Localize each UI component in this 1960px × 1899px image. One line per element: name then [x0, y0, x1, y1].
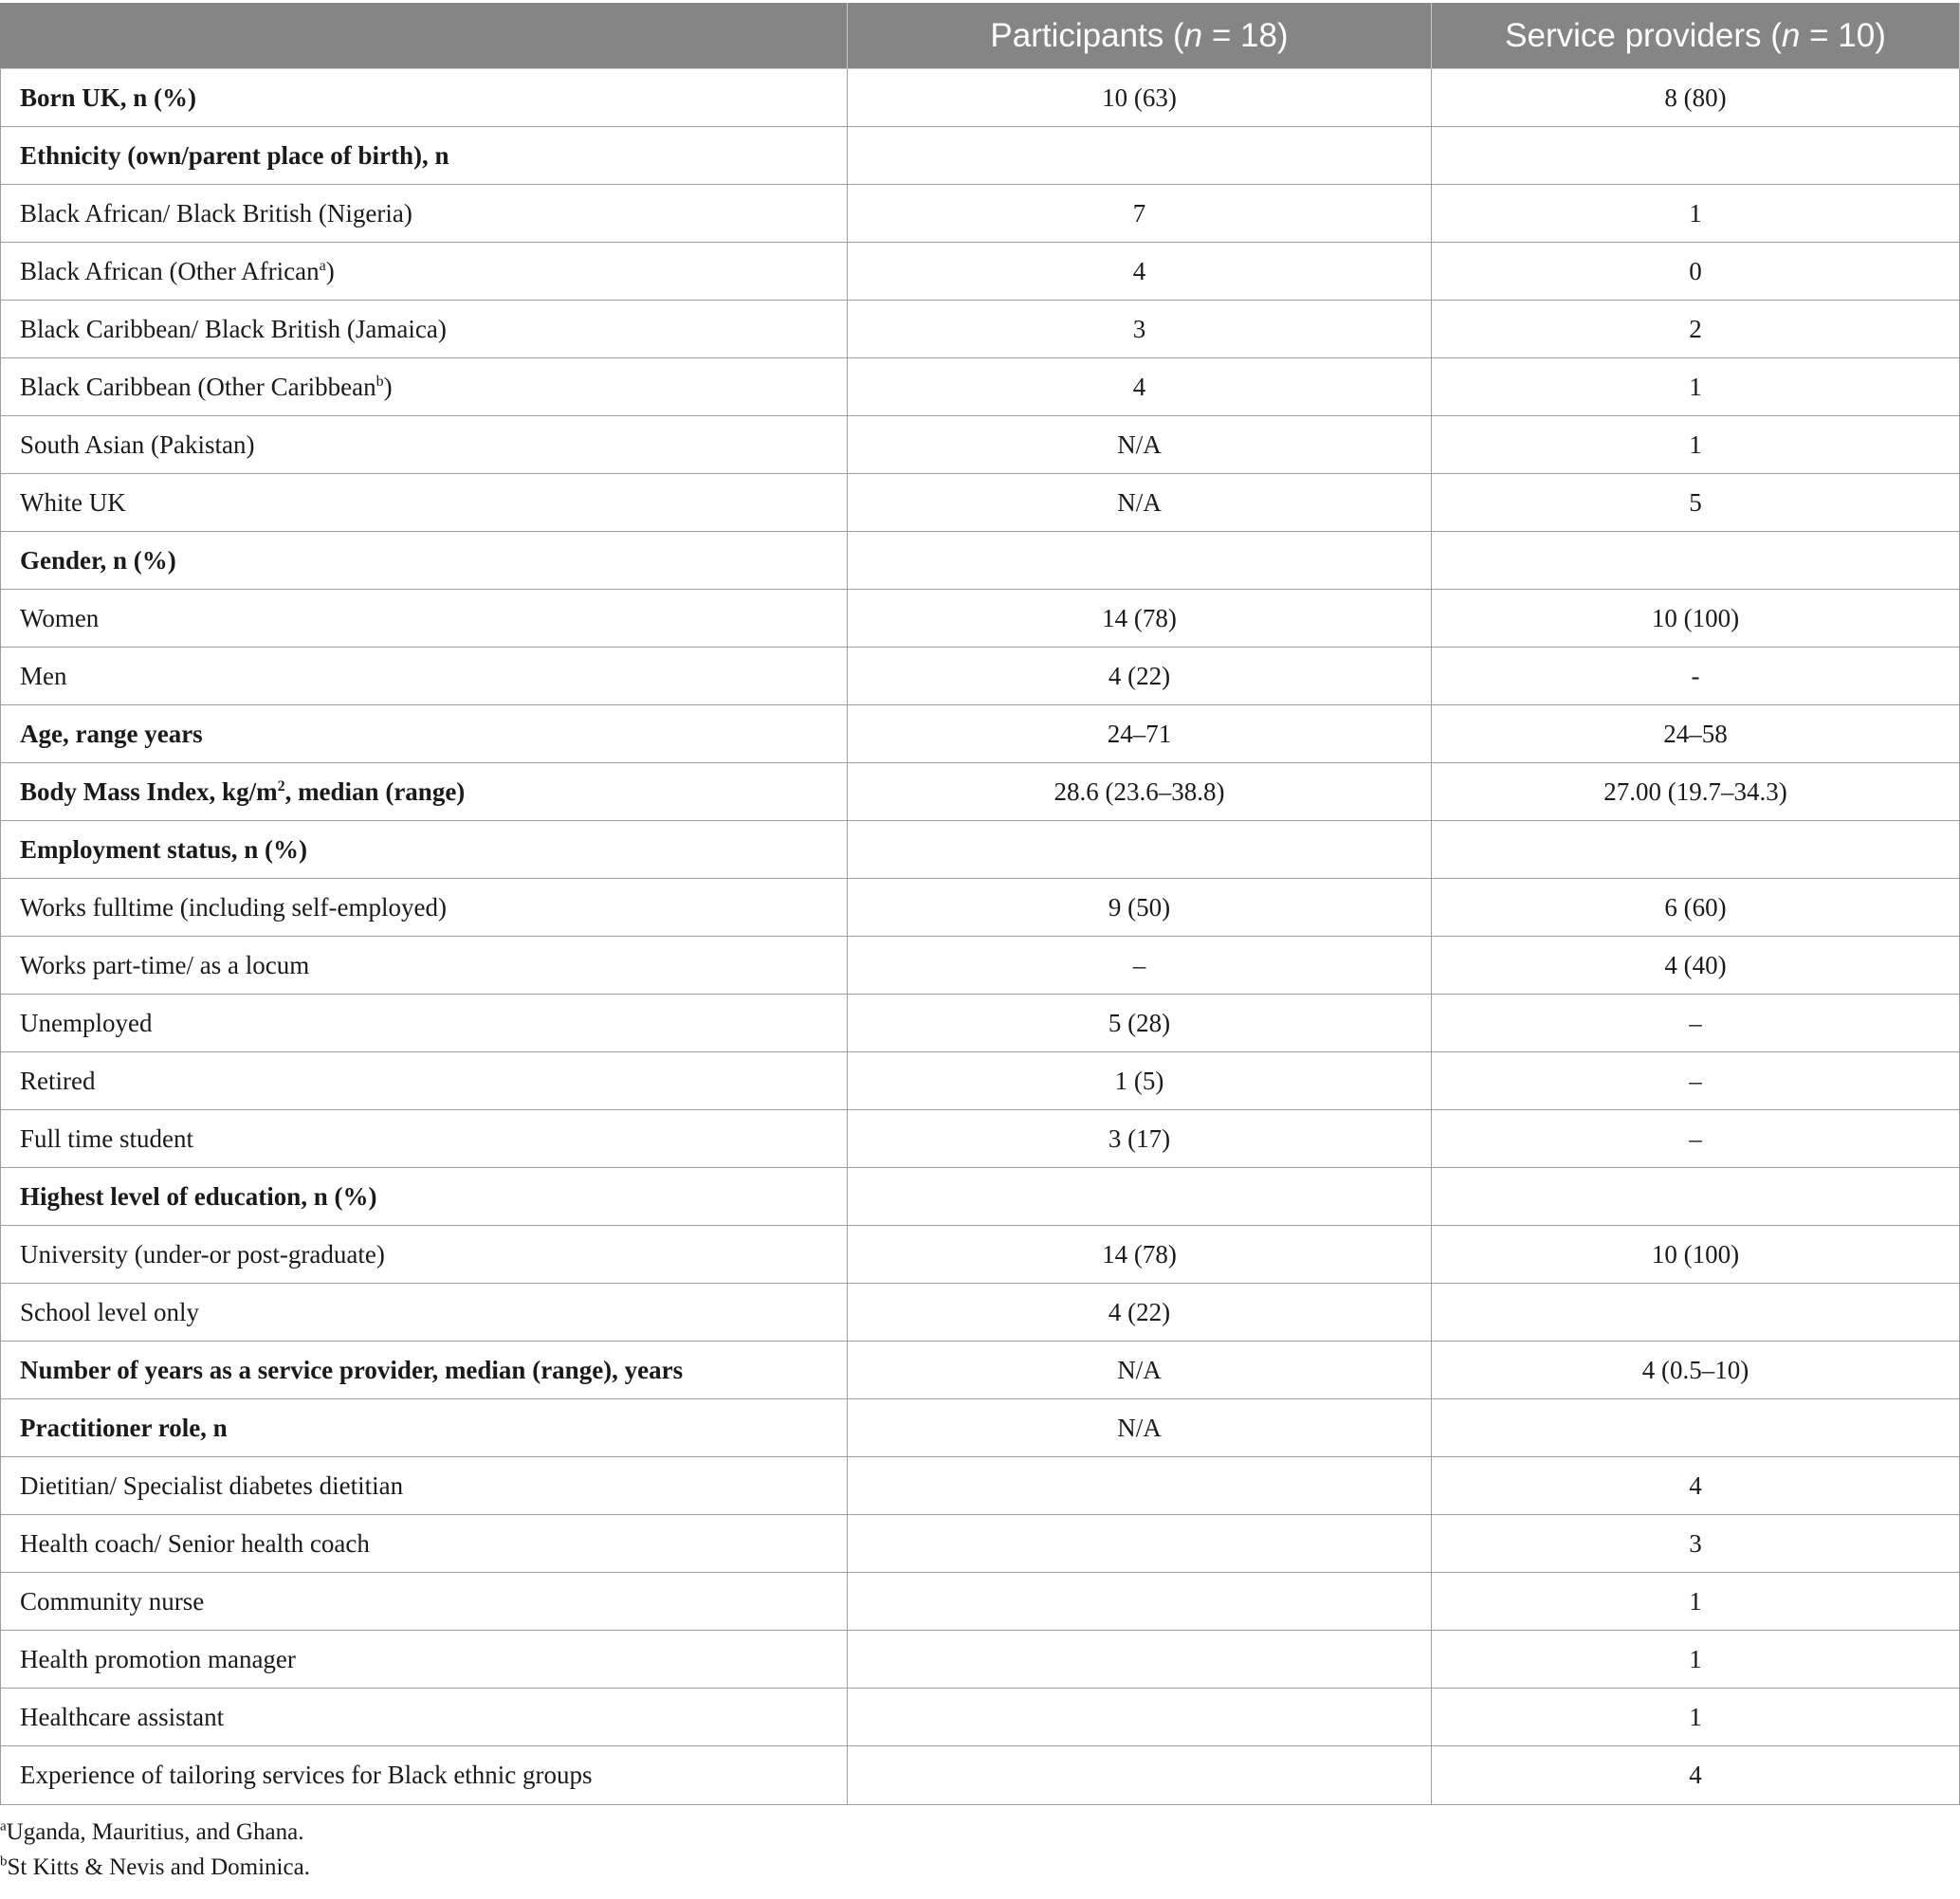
service-providers-value: 10 (100) [1432, 590, 1960, 648]
service-providers-value [1432, 821, 1960, 879]
service-providers-value [1432, 532, 1960, 590]
row-label-cell [1, 937, 848, 995]
row-label-cell [1, 763, 848, 821]
table-header [1, 4, 1960, 69]
row-label: Highest level of education, n (%) [20, 1181, 377, 1211]
service-providers-value: 1 [1432, 1573, 1960, 1631]
row-label: South Asian (Pakistan) [20, 429, 255, 459]
row-label: Experience of tailoring services for Black ethnic groups [20, 1761, 593, 1789]
row-label-cell [1, 416, 848, 474]
service-providers-value: 5 [1432, 474, 1960, 532]
header-participants-prefix: Participants ( [990, 17, 1184, 54]
service-providers-value: 1 [1432, 1631, 1960, 1689]
header-participants-n: n [1183, 17, 1203, 54]
service-providers-value: 27.00 (19.7–34.3) [1432, 763, 1960, 821]
participants-value: 5 (28) [848, 995, 1432, 1052]
row-label: Unemployed [20, 1008, 153, 1037]
table-row [1, 358, 1960, 416]
participants-value: N/A [848, 416, 1432, 474]
row-label-suffix: ) [383, 372, 393, 401]
participants-value [848, 1573, 1432, 1631]
participants-value: 7 [848, 185, 1432, 243]
table-row [1, 1399, 1960, 1457]
participants-value [848, 1515, 1432, 1573]
participants-value [848, 1746, 1432, 1805]
header-service-providers [1432, 4, 1960, 69]
service-providers-value: – [1432, 1110, 1960, 1168]
service-providers-value: – [1432, 1052, 1960, 1110]
demographics-table [0, 3, 1960, 1805]
row-label: Healthcare assistant [20, 1702, 225, 1731]
row-label: Black African/ Black British (Nigeria) [20, 198, 412, 228]
service-providers-value: 4 (40) [1432, 937, 1960, 995]
row-label-cell [1, 1631, 848, 1689]
table-row [1, 1746, 1960, 1805]
row-label-cell [1, 1168, 848, 1226]
row-label-suffix: ) [325, 256, 335, 285]
table-body [1, 69, 1960, 1805]
participants-value: 4 (22) [848, 648, 1432, 705]
row-label-cell [1, 1399, 848, 1457]
participants-value: 28.6 (23.6–38.8) [848, 763, 1432, 821]
service-providers-value: 2 [1432, 301, 1960, 358]
participants-value [848, 532, 1432, 590]
service-providers-value: 4 [1432, 1457, 1960, 1515]
row-label-cell [1, 1515, 848, 1573]
participants-value: 14 (78) [848, 1226, 1432, 1284]
table-row [1, 532, 1960, 590]
service-providers-value [1432, 1399, 1960, 1457]
row-label: Works fulltime (including self-employed) [20, 892, 447, 922]
row-label-cell [1, 1689, 848, 1746]
service-providers-value: 3 [1432, 1515, 1960, 1573]
row-label-cell [1, 243, 848, 301]
service-providers-value: 1 [1432, 185, 1960, 243]
header-providers-suffix: = 10) [1800, 17, 1886, 54]
table-row [1, 474, 1960, 532]
table-row [1, 69, 1960, 127]
table-row [1, 301, 1960, 358]
row-label-cell [1, 1746, 848, 1805]
participants-value: – [848, 937, 1432, 995]
service-providers-value: - [1432, 648, 1960, 705]
service-providers-value: 8 (80) [1432, 69, 1960, 127]
row-label-cell [1, 705, 848, 763]
service-providers-value: 6 (60) [1432, 879, 1960, 937]
row-label: Men [20, 661, 67, 690]
participants-value: 4 (22) [848, 1284, 1432, 1342]
participants-value: 3 (17) [848, 1110, 1432, 1168]
table-row [1, 243, 1960, 301]
row-label: Black Caribbean/ Black British (Jamaica) [20, 314, 447, 343]
participants-value: 1 (5) [848, 1052, 1432, 1110]
participants-value: 4 [848, 358, 1432, 416]
row-label-cell [1, 358, 848, 416]
service-providers-value: 4 (0.5–10) [1432, 1342, 1960, 1399]
table-row [1, 1168, 1960, 1226]
table-row [1, 1284, 1960, 1342]
row-label-superscript: b [376, 373, 384, 390]
participants-value [848, 1457, 1432, 1515]
table-row [1, 1457, 1960, 1515]
table-row [1, 705, 1960, 763]
row-label: Ethnicity (own/parent place of birth), n [20, 140, 449, 170]
table-row [1, 590, 1960, 648]
footnote-text: St Kitts & Nevis and Dominica. [7, 1854, 310, 1880]
service-providers-value [1432, 1284, 1960, 1342]
table-row [1, 1226, 1960, 1284]
row-label-cell [1, 1342, 848, 1399]
service-providers-value: 1 [1432, 1689, 1960, 1746]
row-label: Full time student [20, 1123, 194, 1153]
participants-value: 10 (63) [848, 69, 1432, 127]
footnote-text: Uganda, Mauritius, and Ghana. [6, 1819, 304, 1845]
service-providers-value: – [1432, 995, 1960, 1052]
service-providers-value: 1 [1432, 416, 1960, 474]
row-label-suffix: , median (range) [284, 776, 466, 806]
participants-value [848, 1631, 1432, 1689]
row-label: Body Mass Index, kg/m [20, 776, 278, 806]
participants-value: N/A [848, 1399, 1432, 1457]
table-row [1, 1689, 1960, 1746]
row-label: Black Caribbean (Other Caribbean [20, 372, 376, 401]
participants-value: 14 (78) [848, 590, 1432, 648]
row-label: Number of years as a service provider, median (range), years [20, 1355, 684, 1384]
row-label-cell [1, 185, 848, 243]
participants-value [848, 821, 1432, 879]
row-label-cell [1, 995, 848, 1052]
table-row [1, 127, 1960, 185]
row-label: Works part-time/ as a locum [20, 950, 310, 979]
row-label: Practitioner role, n [20, 1413, 228, 1442]
table-row [1, 1515, 1960, 1573]
footnote [0, 1850, 1960, 1885]
row-label: School level only [20, 1297, 199, 1326]
row-label: Black African (Other African [20, 256, 320, 285]
row-label-cell [1, 1457, 848, 1515]
service-providers-value: 24–58 [1432, 705, 1960, 763]
header-providers-n: n [1781, 17, 1801, 54]
row-label: White UK [20, 487, 126, 517]
participants-value [848, 127, 1432, 185]
service-providers-value: 10 (100) [1432, 1226, 1960, 1284]
row-label-cell [1, 532, 848, 590]
service-providers-value: 4 [1432, 1746, 1960, 1805]
row-label: Born UK, n (%) [20, 82, 197, 112]
table-row [1, 185, 1960, 243]
footnotes [0, 1815, 1960, 1885]
row-label: Community nurse [20, 1586, 205, 1616]
table-row [1, 1342, 1960, 1399]
row-label-cell [1, 821, 848, 879]
header-participants-suffix: = 18) [1202, 17, 1289, 54]
row-label-cell [1, 69, 848, 127]
row-label-superscript: a [319, 257, 326, 274]
table-row [1, 879, 1960, 937]
table-row [1, 416, 1960, 474]
row-label-cell [1, 1284, 848, 1342]
participants-value [848, 1689, 1432, 1746]
footnote-mark: b [0, 1853, 8, 1870]
row-label: University (under-or post-graduate) [20, 1239, 385, 1269]
row-label-cell [1, 648, 848, 705]
service-providers-value [1432, 1168, 1960, 1226]
table-row [1, 648, 1960, 705]
table-row [1, 1631, 1960, 1689]
row-label: Health coach/ Senior health coach [20, 1528, 370, 1558]
footnote [0, 1815, 1960, 1850]
participants-value: 4 [848, 243, 1432, 301]
service-providers-value: 1 [1432, 358, 1960, 416]
row-label-cell [1, 474, 848, 532]
row-label-superscript: 2 [277, 777, 285, 794]
table-page [0, 3, 1960, 1885]
row-label: Gender, n (%) [20, 545, 176, 575]
participants-value: 9 (50) [848, 879, 1432, 937]
row-label-cell [1, 1110, 848, 1168]
service-providers-value: 0 [1432, 243, 1960, 301]
participants-value: N/A [848, 1342, 1432, 1399]
row-label: Dietitian/ Specialist diabetes dietitian [20, 1470, 404, 1500]
row-label-cell [1, 1226, 848, 1284]
row-label-cell [1, 879, 848, 937]
header-empty-cell [1, 4, 848, 69]
participants-value: N/A [848, 474, 1432, 532]
table-row [1, 995, 1960, 1052]
header-row [1, 4, 1960, 69]
row-label: Retired [20, 1066, 96, 1095]
header-participants [848, 4, 1432, 69]
row-label-cell [1, 1052, 848, 1110]
footnote-mark: a [0, 1818, 7, 1835]
row-label: Health promotion manager [20, 1644, 296, 1673]
participants-value [848, 1168, 1432, 1226]
row-label: Age, range years [20, 719, 203, 748]
row-label-cell [1, 127, 848, 185]
row-label: Women [20, 603, 100, 632]
table-row [1, 1573, 1960, 1631]
table-row [1, 1110, 1960, 1168]
row-label-cell [1, 301, 848, 358]
row-label: Employment status, n (%) [20, 834, 308, 864]
table-row [1, 1052, 1960, 1110]
service-providers-value [1432, 127, 1960, 185]
header-providers-prefix: Service providers ( [1505, 17, 1782, 54]
row-label-cell [1, 590, 848, 648]
table-row [1, 937, 1960, 995]
row-label-cell [1, 1573, 848, 1631]
participants-value: 3 [848, 301, 1432, 358]
participants-value: 24–71 [848, 705, 1432, 763]
table-row [1, 763, 1960, 821]
table-row [1, 821, 1960, 879]
